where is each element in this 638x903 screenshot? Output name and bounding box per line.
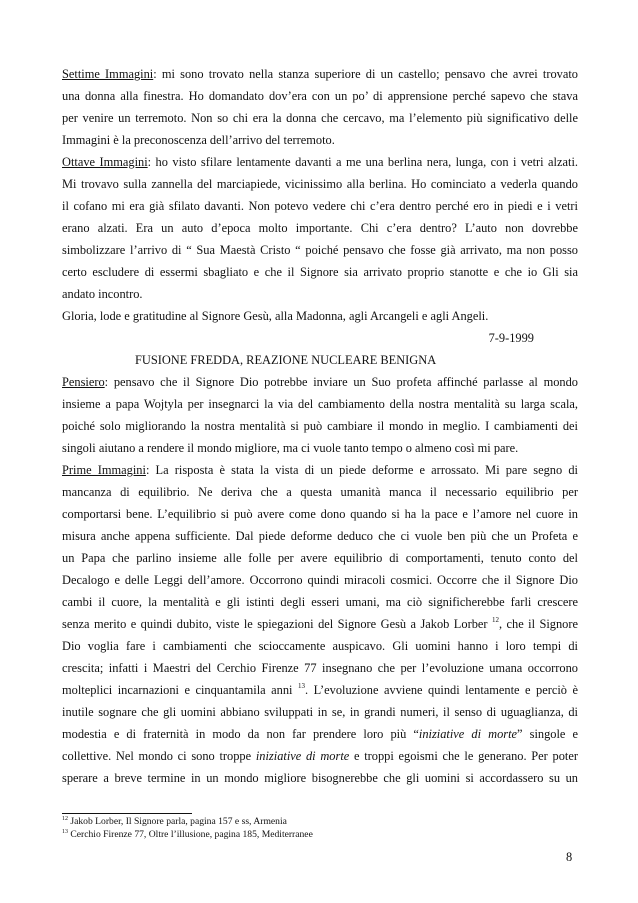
- text-line: Gloria, lode e gratitudine al Signore Gesù, alla Madonna, agli Arcangeli e agli Angeli.: [62, 309, 489, 323]
- text-line: Prime Immagini: La risposta è stata la vista di un piede deforme e arrossato. Mi pare segno di: [62, 463, 579, 477]
- text-line: il cofano mi era già sfilato davanti. Non potevo vedere chi c’era dentro perché ero in piedi e i vetri: [62, 199, 578, 213]
- text-line: Decalogo e delle Leggi dell’amore. Occorrono quindi miracoli cosmici. Occorre che il Signore Dio: [62, 573, 578, 587]
- footnote-ref: 13: [297, 682, 305, 690]
- page-number: 8: [566, 850, 573, 864]
- section-label: Ottave Immagini: [62, 155, 148, 169]
- section-label: Prime Immagini: [62, 463, 146, 477]
- text-line: per venire un terremoto. Non so chi era la donna che cercavo, ma l’elemento più significativo delle: [62, 111, 578, 125]
- text-line: inutile sognare che gli uomini abbiano sviluppati in se, in grandi numeri, il senso di uguaglianza, di: [62, 705, 578, 719]
- text-line: collettive. Nel mondo ci sono troppe iniziative di morte e troppi egoismi che le generano. Per poter: [62, 749, 578, 763]
- section-label: Pensiero: [62, 375, 105, 389]
- text-line: certo escludere di essermi sbagliato e che il Signore sia arrivato proprio stanotte e che io Gli sia: [62, 265, 578, 279]
- text-line: comportarsi bene. L’equilibrio si può avere come dono quando si ha la pace e l’amore nel cuore in: [62, 507, 578, 521]
- text-line: andato incontro.: [62, 287, 143, 301]
- text-line: Dio voglia fare i cambiamenti che scioccamente auspicavo. Gli uomini hanno i loro tempi di: [62, 639, 578, 653]
- text-line: singoli aiutano a rendere il mondo migliore, ma ci vuole tanto tempo o almeno così mi pare.: [62, 441, 519, 455]
- text-line: Settime Immagini: mi sono trovato nella stanza superiore di un castello; pensavo che avrei trovato: [62, 67, 578, 81]
- text-line: modestia e di fraternità in modo da non far prendere loro più “iniziative di morte” singole e: [62, 727, 579, 741]
- text-line: poiché solo migliorando la nostra mentalità si può cambiare il mondo in meglio. I cambiamenti dei: [62, 419, 578, 433]
- text-line: misura anche appena sufficiente. Dal piede deforme deduco che ci vuole ben più che un Profeta e: [62, 529, 578, 543]
- text-line: mancanza di equilibrio. Ne deriva che a questa umanità manca il necessario equilibrio per: [62, 485, 578, 499]
- italic-phrase: iniziative di morte: [255, 749, 350, 763]
- text-line: molteplici incarnazioni e cinquantamila anni $^{13}$. L’evoluzione avviene quindi lentamente e perciò è: [62, 682, 578, 697]
- text-line: sperare a breve termine in un mondo migliore bisognerebbe che gli uomini si accordassero su un: [62, 771, 578, 785]
- text-line: insieme a papa Wojtyla per insegnarci la via del cambiamento della nostra mentalità su larga scala,: [62, 397, 578, 411]
- text-line: senza merito e quindi dubito, viste le spiegazioni del Signore Gesù a Jakob Lorber $^{12}$, che il Signore: [62, 616, 579, 631]
- footnote: $^{12}$ Jakob Lorber, Il Signore parla, pagina 157 e ss, Armenia: [62, 816, 287, 827]
- footnote: $^{13}$ Cerchio Firenze 77, Oltre l’illusione, pagina 185, Mediterranee: [62, 829, 313, 840]
- section-title: FUSIONE FREDDA, REAZIONE NUCLEARE BENIGNA: [135, 353, 437, 367]
- document-body: [62, 63, 578, 789]
- text-line: Pensiero: pensavo che il Signore Dio potrebbe inviare un Suo profeta affinché parlasse al mondo: [62, 375, 578, 389]
- text-line: erano alzati. Era un auto d’epoca molto importante. Chi c’era dentro? L’auto non dovrebbe: [62, 221, 578, 235]
- text-line: cambi il cuore, la mentalità e gli istinti degli esseri umani, ma ciò significherebbe farli crescere: [62, 595, 578, 609]
- text-line: Immagini è la preconoscenza dell’arrivo del terremoto.: [62, 133, 335, 147]
- section-label: Settime Immagini: [62, 67, 154, 81]
- text-line: simbolizzare l’arrivo di “ Sua Maestà Cristo “ poiché pensavo che fosse già arrivato, ma non posso: [62, 243, 578, 257]
- italic-phrase: iniziative di morte: [418, 727, 518, 741]
- text-line: un Papa che parlino insieme alle folle per avere equilibrio di comportamenti, tenuto conto del: [62, 551, 578, 565]
- entry-date: 7-9-1999: [488, 331, 534, 345]
- text-line: crescita; infatti i Maestri del Cerchio Firenze 77 insegnano che per l’evoluzione umana occorrono: [62, 661, 578, 675]
- text-line: Mi trovavo sulla zannella del marciapiede, vicinissimo alla berlina. Ho cominciato a vederla quando: [62, 177, 578, 191]
- text-line: Ottave Immagini: ho visto sfilare lentamente davanti a me una berlina nera, lunga, con i vetri alzati.: [62, 155, 578, 169]
- footnote-separator: [62, 813, 192, 814]
- text-line: una donna alla finestra. Ho domandato dov’era con un po’ di apprensione perché sapevo che stava: [62, 89, 578, 103]
- footnote-ref: 12: [491, 616, 499, 624]
- footnotes: [62, 815, 578, 841]
